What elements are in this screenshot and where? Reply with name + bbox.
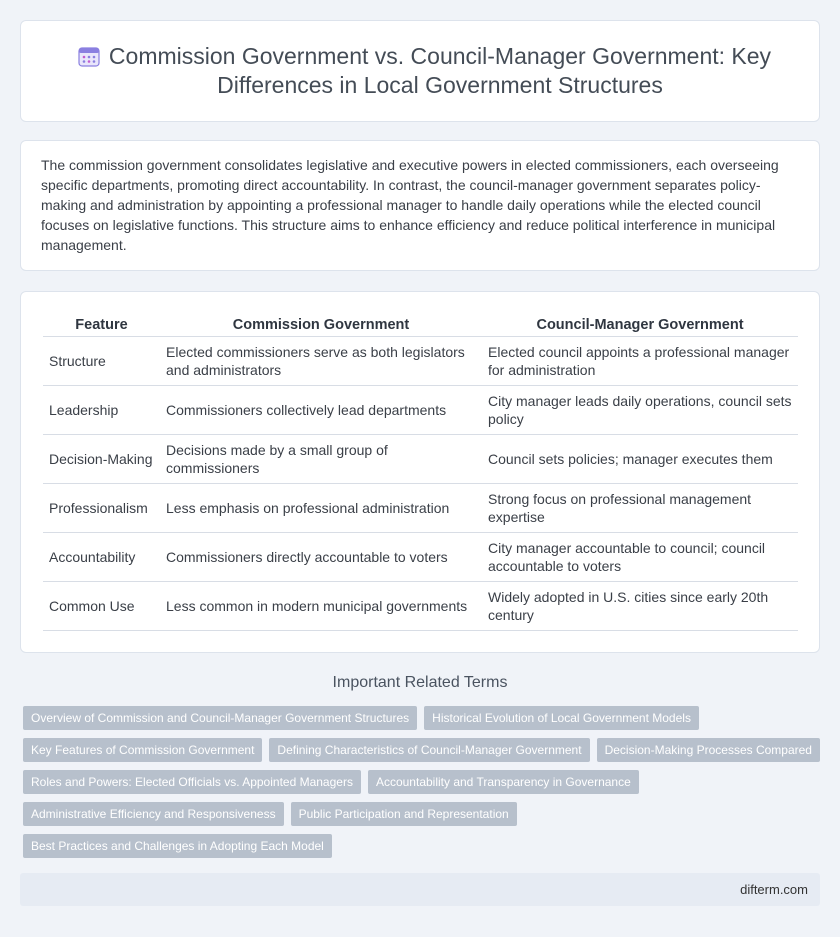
commission-cell: Less common in modern municipal governments <box>160 582 482 631</box>
council-manager-cell: Elected council appoints a professional manager for administration <box>482 337 798 386</box>
title-card <box>20 20 820 122</box>
feature-cell: Common Use <box>43 582 160 631</box>
table-row <box>43 484 798 533</box>
header-commission: Commission Government <box>160 314 482 337</box>
header-council-manager: Council-Manager Government <box>482 314 798 337</box>
commission-cell: Decisions made by a small group of commissioners <box>160 435 482 484</box>
feature-cell: Professionalism <box>43 484 160 533</box>
related-term-tag[interactable]: Key Features of Commission Government <box>23 738 262 762</box>
commission-cell: Commissioners directly accountable to voters <box>160 533 482 582</box>
table-row <box>43 582 798 631</box>
feature-cell: Decision-Making <box>43 435 160 484</box>
calendar-icon <box>78 45 100 67</box>
footer <box>20 873 820 906</box>
council-manager-cell: Strong focus on professional management expertise <box>482 484 798 533</box>
feature-cell: Structure <box>43 337 160 386</box>
table-row <box>43 435 798 484</box>
council-manager-cell: Council sets policies; manager executes them <box>482 435 798 484</box>
related-term-tag[interactable]: Decision-Making Processes Compared <box>597 738 820 762</box>
intro-paragraph: The commission government consolidates legislative and executive powers in elected commissioners, each overseeing specific departments, promoting direct accountability. In contrast, the council-manager government separates policy-making and administration by appointing a professional manager to handle daily operations while the elected council focuses on legislative functions. This structure aims to enhance efficiency and reduce political interference in municipal management. <box>41 157 779 253</box>
feature-cell: Accountability <box>43 533 160 582</box>
footer-site-link[interactable]: difterm.com <box>740 882 808 897</box>
commission-cell: Less emphasis on professional administration <box>160 484 482 533</box>
related-term-tag[interactable]: Administrative Efficiency and Responsiveness <box>23 802 284 826</box>
comparison-card <box>20 291 820 653</box>
intro-card <box>20 140 820 271</box>
table-row <box>43 533 798 582</box>
table-row <box>43 337 798 386</box>
commission-cell: Commissioners collectively lead departments <box>160 386 482 435</box>
related-terms-list <box>23 706 823 866</box>
table-row <box>43 386 798 435</box>
page-title: Commission Government vs. Council-Manager Government: Key Differences in Local Government Structures <box>108 43 772 98</box>
feature-cell: Leadership <box>43 386 160 435</box>
title-wrap <box>40 42 800 100</box>
related-term-tag[interactable]: Accountability and Transparency in Governance <box>368 770 639 794</box>
related-term-tag[interactable]: Defining Characteristics of Council-Manager Government <box>269 738 589 762</box>
related-term-tag[interactable]: Historical Evolution of Local Government Models <box>424 706 699 730</box>
related-term-tag[interactable]: Roles and Powers: Elected Officials vs. Appointed Managers <box>23 770 361 794</box>
council-manager-cell: City manager accountable to council; council accountable to voters <box>482 533 798 582</box>
commission-cell: Elected commissioners serve as both legislators and administrators <box>160 337 482 386</box>
related-term-tag[interactable]: Overview of Commission and Council-Manager Government Structures <box>23 706 417 730</box>
related-terms-heading: Important Related Terms <box>332 674 508 691</box>
related-term-tag[interactable]: Public Participation and Representation <box>291 802 517 826</box>
header-feature: Feature <box>43 314 160 337</box>
related-term-tag[interactable]: Best Practices and Challenges in Adopting Each Model <box>23 834 332 858</box>
council-manager-cell: City manager leads daily operations, council sets policy <box>482 386 798 435</box>
comparison-table <box>43 314 798 631</box>
council-manager-cell: Widely adopted in U.S. cities since early 20th century <box>482 582 798 631</box>
table-header-row <box>43 314 798 337</box>
